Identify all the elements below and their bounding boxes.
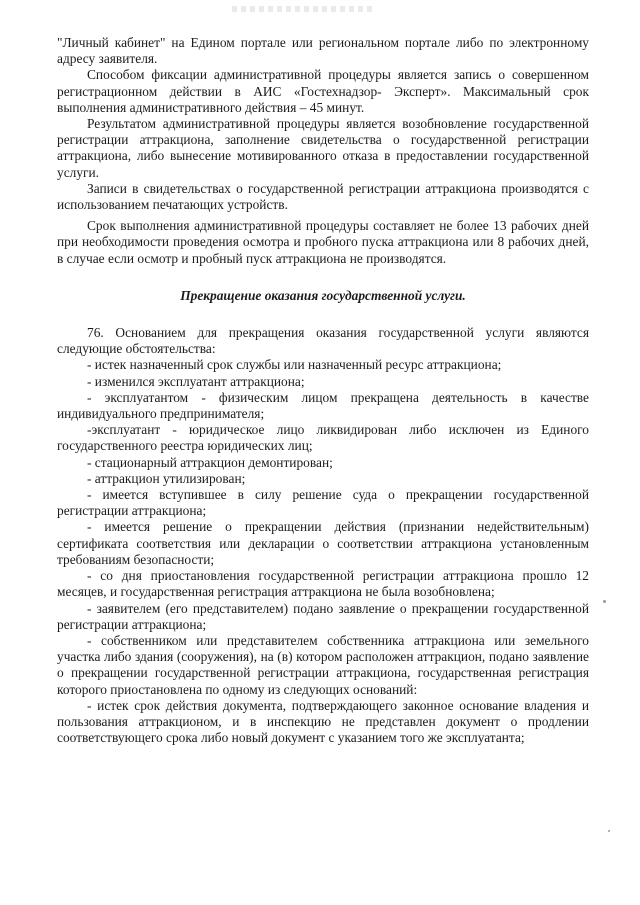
paragraph-fixation-method: Способом фиксации административной процедуры является запись о совершенном регистрационном действии в АИС «Гостехнадзор- Эксперт». Максимальный срок выполнения административного действия – 45 минут.: [57, 67, 589, 115]
list-item: - стационарный аттракцион демонтирован;: [87, 454, 333, 470]
list-item: - собственником или представителем собственника аттракциона или земельного участка либо здания (сооружения), на (в) котором расположен аттракцион, подано заявление о прекращении государственной регистрации аттракциона, государственная регистрация которого приостановлена по одному из следующих оснований:: [57, 632, 589, 697]
scan-artifact: [232, 6, 372, 12]
paragraph-deadline: Срок выполнения административной процедуры составляет не более 13 рабочих дней при необходимости проведения осмотра и пробного пуска аттракциона или 8 рабочих дней, в случае если осмотр и пробный пуск аттракциона не производятся.: [57, 218, 589, 266]
paragraph-records: Записи в свидетельствах о государственной регистрации аттракциона производятся с использованием печатающих устройств.: [57, 180, 589, 213]
list-item: - имеется решение о прекращении действия (признании недействительным) сертификата соответствия или декларации о соответствии аттракциона установленным требованиям безопасности;: [57, 519, 589, 567]
paragraph-continuation: "Личный кабинет" на Едином портале или региональном портале либо по электронному адресу заявителя.: [57, 35, 589, 67]
scan-speck: [603, 600, 606, 603]
list-item: - заявителем (его представителем) подано заявление о прекращении государственной регистрации аттракциона;: [57, 600, 589, 632]
list-item: - имеется вступившее в силу решение суда о прекращении государственной регистрации аттракциона;: [57, 487, 589, 519]
document-body: [57, 35, 589, 746]
list-item: - изменился эксплуатант аттракциона;: [87, 373, 305, 389]
list-item: - аттракцион утилизирован;: [87, 470, 246, 486]
list-item: - со дня приостановления государственной регистрации аттракциона прошло 12 месяцев, и государственная регистрация аттракциона не была возобновлена;: [57, 568, 589, 600]
paragraph-procedure-result: Результатом административной процедуры является возобновление государственной регистрации аттракциона, заполнение свидетельства о государственной регистрации аттракциона, либо вынесение мотивированного отказа в предоставлении государственной услуги.: [57, 116, 589, 180]
list-item: - истек назначенный срок службы или назначенный ресурс аттракциона;: [87, 357, 502, 373]
list-item: -эксплуатант - юридическое лицо ликвидирован либо исключен из Единого государственного реестра юридических лиц;: [57, 422, 589, 454]
scan-speck: [608, 830, 610, 832]
section-heading: Прекращение оказания государственной услуги.: [180, 287, 466, 303]
list-item: - эксплуатантом - физическим лицом прекращена деятельность в качестве индивидуального предпринимателя;: [57, 389, 589, 422]
paragraph-76: 76. Основанием для прекращения оказания государственной услуги являются следующие обстоятельства:: [57, 325, 589, 357]
list-item: - истек срок действия документа, подтверждающего законное основание владения и пользования аттракционом, и в инспекцию не представлен документ о продлении соответствующего срока либо новый документ с указанием того же эксплуатанта;: [57, 697, 589, 746]
